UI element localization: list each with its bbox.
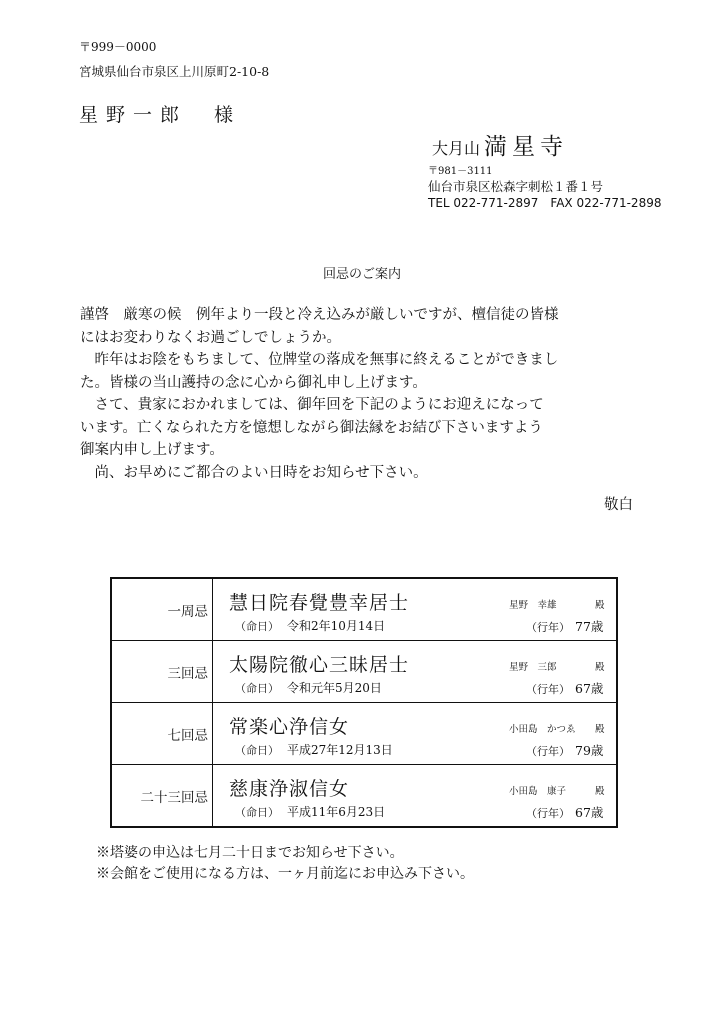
body-line: 尚、お早めにご都合のよい日時をお知らせ下さい。 bbox=[80, 464, 428, 481]
meibi-label: （命日） bbox=[235, 682, 279, 695]
gyonen-label: （行年） bbox=[526, 745, 570, 758]
memorial-details bbox=[213, 641, 618, 703]
honorific: 殿 bbox=[595, 600, 605, 611]
meibi-label: （命日） bbox=[235, 806, 279, 819]
table-row bbox=[111, 641, 617, 703]
gyonen-age: 79歳 bbox=[575, 743, 604, 758]
memorial-details bbox=[213, 703, 618, 765]
memorial-details bbox=[213, 578, 618, 641]
body-line: 御案内申し上げます。 bbox=[80, 442, 224, 458]
meibi-date: 令和元年5月20日 bbox=[287, 681, 382, 695]
sejin-name bbox=[509, 783, 605, 797]
honorific: 殿 bbox=[595, 662, 605, 673]
meibi-label: （命日） bbox=[235, 620, 279, 633]
note-line: ※会館をご使用になる方は、一ヶ月前迄にお申込み下さい。 bbox=[96, 866, 474, 882]
kaiki-cell: 二十三回忌 bbox=[111, 765, 213, 828]
memorial-details bbox=[213, 765, 618, 828]
gyonen-label: （行年） bbox=[526, 683, 570, 696]
temple-postal-code: 〒981－3111 bbox=[428, 166, 493, 177]
temple-mountain-name: 大月山 bbox=[432, 139, 481, 158]
recipient-name: 星野一郎 様 bbox=[79, 104, 242, 126]
table-row bbox=[111, 703, 617, 765]
sejin-name-text: 小田島 康子 bbox=[509, 786, 567, 797]
kaiki-cell: 一周忌 bbox=[111, 578, 213, 641]
kaiki-cell: 七回忌 bbox=[111, 703, 213, 765]
body-line: にはお変わりなくお過ごしでしょうか。 bbox=[80, 329, 341, 346]
body-line: います。亡くなられた方を憶想しながら御法縁をお結び下さいますよう bbox=[80, 419, 543, 436]
body-line: さて、貴家におかれましては、御年回を下記のようにお迎えになって bbox=[80, 397, 544, 413]
meibi-date: 平成11年6月23日 bbox=[287, 805, 386, 819]
temple-address: 仙台市泉区松森字刺松１番１号 bbox=[428, 179, 604, 194]
sejin-name bbox=[509, 597, 605, 611]
gyonen-age: 67歳 bbox=[575, 681, 604, 696]
gyonen-age: 67歳 bbox=[575, 805, 604, 820]
note-line: ※塔婆の申込は七月二十日までお知らせ下さい。 bbox=[96, 845, 404, 861]
kaimyo: 常楽心浄信女 bbox=[229, 716, 350, 738]
kaimyo: 太陽院徹心三昧居士 bbox=[229, 654, 410, 676]
kaimyo: 慈康浄淑信女 bbox=[229, 778, 350, 800]
gyonen-age: 77歳 bbox=[575, 619, 604, 634]
body-line: 昨年はお陰をもちまして、位牌堂の落成を無事に終えることができまし bbox=[80, 352, 559, 368]
table-row bbox=[111, 765, 617, 828]
temple-name: 満星寺 bbox=[484, 134, 569, 160]
sejin-name-text: 星野 三郎 bbox=[509, 662, 557, 673]
table-row bbox=[111, 578, 617, 641]
sejin-name-text: 小田島 かつゑ bbox=[509, 724, 576, 735]
temple-tel-fax: TEL 022-771-2897 FAX 022-771-2898 bbox=[428, 196, 662, 210]
gyonen-label: （行年） bbox=[526, 621, 570, 634]
letter-closing: 敬白 bbox=[604, 497, 633, 513]
temple-name-block bbox=[432, 128, 568, 161]
kaiki-cell: 三回忌 bbox=[111, 641, 213, 703]
memorial-table bbox=[110, 577, 618, 828]
sejin-name bbox=[509, 721, 605, 735]
kaimyo: 慧日院春覺豊幸居士 bbox=[229, 592, 410, 614]
sejin-name bbox=[509, 659, 605, 673]
recipient-postal-code: 〒999－0000 bbox=[79, 40, 157, 54]
sejin-name-text: 星野 幸雄 bbox=[509, 600, 557, 611]
meibi-label: （命日） bbox=[235, 744, 279, 757]
recipient-address: 宮城県仙台市泉区上川原町2-10-8 bbox=[79, 64, 270, 79]
meibi-date: 平成27年12月13日 bbox=[287, 743, 393, 757]
notes bbox=[96, 843, 474, 885]
gyonen-label: （行年） bbox=[526, 807, 570, 820]
body-line: た。皆様の当山護持の念に心から御礼申し上げます。 bbox=[80, 374, 427, 391]
letter-body bbox=[80, 304, 650, 484]
meibi-date: 令和2年10月14日 bbox=[287, 619, 386, 633]
honorific: 殿 bbox=[595, 724, 605, 735]
honorific: 殿 bbox=[595, 786, 605, 797]
body-line: 謹啓 厳寒の候 例年より一段と冷え込みが厳しいですが、檀信徒の皆様 bbox=[80, 307, 559, 323]
letter-subject: 回忌のご案内 bbox=[322, 267, 401, 282]
